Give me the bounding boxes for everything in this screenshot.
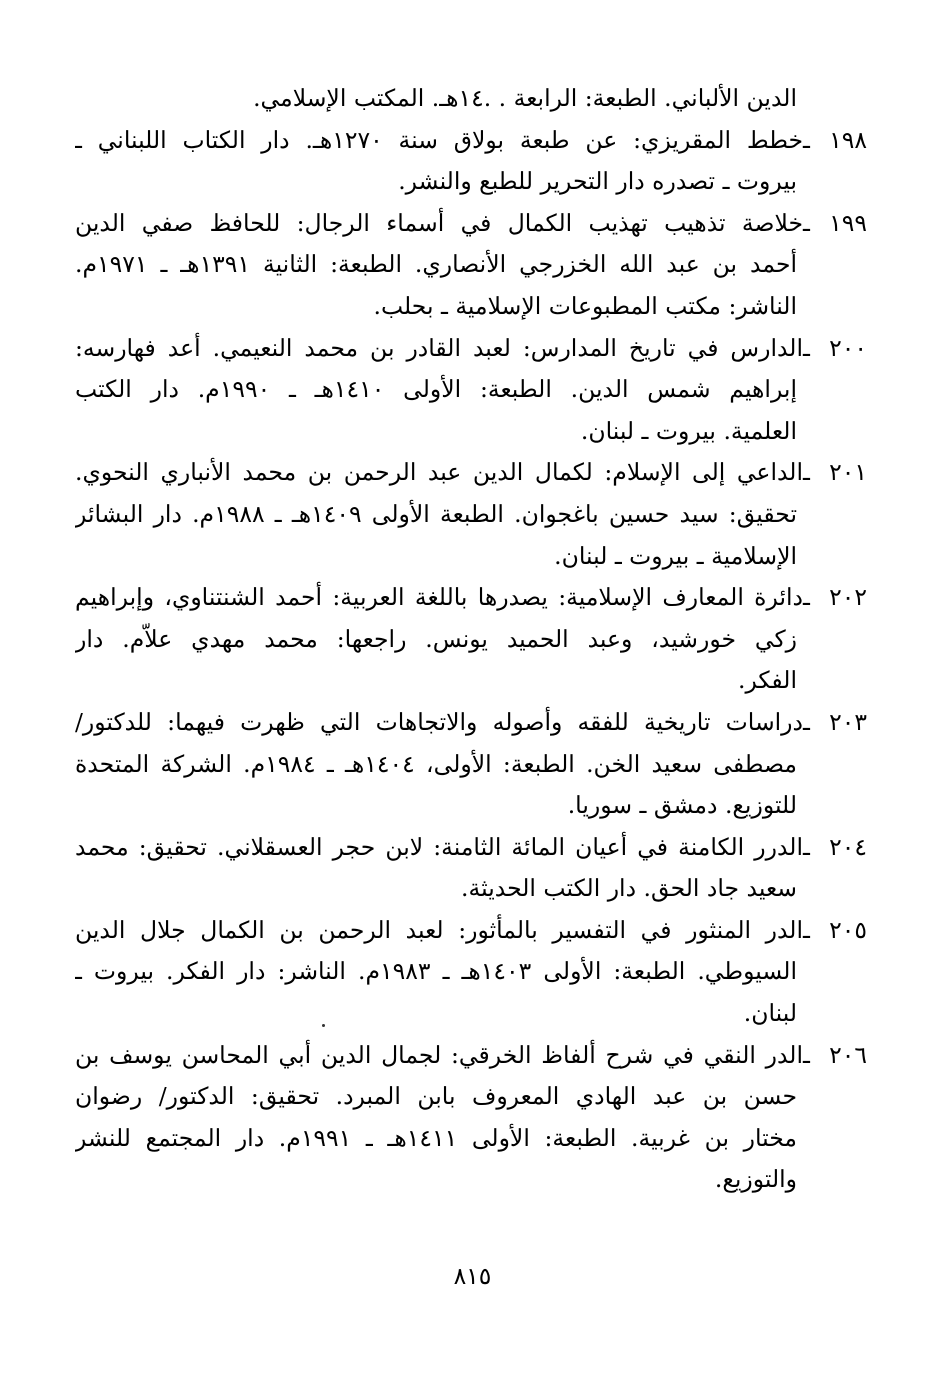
entry-line: تحقيق: سيد حسين باغجوان. الطبعة الأولى ١٤٠٩هـ ـ ١٩٨٨م. دار البشائر xyxy=(75,499,797,528)
entry-number: ٢٠٤ ـ xyxy=(803,832,867,861)
bibliography-entry-204 xyxy=(75,827,867,910)
entry-number: ٢٠٥ ـ xyxy=(803,915,867,944)
entry-number: ٢٠١ ـ xyxy=(803,458,867,487)
entry-first-line xyxy=(75,452,867,494)
entry-text: دراسات تاريخية للفقه وأصوله والاتجاهات التي ظهرت فيهما: للدكتور/ xyxy=(75,707,803,736)
bibliography-page xyxy=(75,78,867,1201)
bibliography-entry-205 xyxy=(75,910,867,1035)
entry-line: الناشر: مكتب المطبوعات الإسلامية ـ بحلب. xyxy=(373,291,797,320)
entry-line: لبنان. xyxy=(743,999,797,1028)
entry-text: خطط المقريزي: عن طبعة بولاق سنة ١٢٧٠هـ. دار الكتاب اللبناني ـ xyxy=(75,125,803,154)
bibliography-entry-201 xyxy=(75,452,867,577)
entry-text: الدرر الكامنة في أعيان المائة الثامنة: لابن حجر العسقلاني. تحقيق: محمد xyxy=(75,832,803,861)
bibliography-entry-206 xyxy=(75,1035,867,1201)
continuation-line: الدين الألباني. الطبعة: الرابعة . .١٤هـ. المكتب الإسلامي. xyxy=(253,84,797,112)
entry-line: السيوطي. الطبعة: الأولى ١٤٠٣هـ ـ ١٩٨٣م. الناشر: دار الفكر. بيروت ـ xyxy=(75,957,797,986)
entry-line: للتوزيع. دمشق ـ سوريا. xyxy=(567,791,797,820)
entry-number: ٢٠٣ ـ xyxy=(803,707,867,736)
entry-number: ٢٠٦ ـ xyxy=(803,1040,867,1069)
entry-line: الإسلامية ـ بيروت ـ لبنان. xyxy=(554,541,797,570)
entry-number: ٢٠٠ ـ xyxy=(803,333,867,362)
entry-number: ٢٠٢ ـ xyxy=(803,583,867,612)
entry-text: الدر المنثور في التفسير بالمأثور: لعبد الرحمن بن الكمال جلال الدين xyxy=(75,915,803,944)
entry-line: مختار بن غربية. الطبعة: الأولى ١٤١١هـ ـ ١٩٩١م. دار المجتمع للنشر xyxy=(75,1123,797,1152)
entry-line: أحمد بن عبد الله الخزرجي الأنصاري. الطبعة: الثانية ١٣٩١هـ ـ ١٩٧١م. xyxy=(75,250,798,279)
bibliography-entry-198 xyxy=(75,120,867,203)
bibliography-entry-200 xyxy=(75,328,867,453)
entry-text: الدر النقي في شرح ألفاظ الخرقي: لجمال الدين أبي المحاسن يوسف بن xyxy=(75,1040,803,1069)
entry-line: حسن بن عبد الهادي المعروف بابن المبرد. تحقيق: الدكتور/ رضوان xyxy=(75,1082,797,1111)
page-number: ٨١٥ xyxy=(453,1262,492,1290)
entry-line: والتوزيع. xyxy=(714,1165,797,1194)
ink-speck xyxy=(322,1024,325,1027)
entry-text: الدارس في تاريخ المدارس: لعبد القادر بن محمد النعيمي. أعد فهارسه: xyxy=(75,333,803,362)
entry-number: ١٩٨ ـ xyxy=(803,125,867,154)
entry-line: مصطفى سعيد الخن. الطبعة: الأولى، ١٤٠٤هـ ـ ١٩٨٤م. الشركة المتحدة xyxy=(75,749,797,778)
entry-text: دائرة المعارف الإسلامية: يصدرها باللغة العربية: أحمد الشنتناوي، وإبراهيم xyxy=(75,583,803,612)
entry-first-line xyxy=(75,702,867,744)
entry-line: العلمية. بيروت ـ لبنان. xyxy=(580,416,797,445)
entry-first-line xyxy=(75,1035,867,1077)
entry-first-line xyxy=(75,203,867,245)
entry-line: بيروت ـ تصدره دار التحرير للطبع والنشر. xyxy=(398,167,797,196)
entry-number: ١٩٩ ـ xyxy=(803,208,867,237)
entry-text: خلاصة تذهيب تهذيب الكمال في أسماء الرجال: للحافظ صفي الدين xyxy=(75,208,803,237)
entry-first-line xyxy=(75,577,867,619)
entry-first-line xyxy=(75,120,867,162)
entry-text: الداعي إلى الإسلام: لكمال الدين عبد الرحمن بن محمد الأنباري النحوي. xyxy=(75,458,803,487)
entry-line: إبراهيم شمس الدين. الطبعة: الأولى ١٤١٠هـ ـ ١٩٩٠م. دار الكتب xyxy=(75,375,797,404)
bibliography-entry-199 xyxy=(75,203,867,328)
bibliography-entry-202 xyxy=(75,577,867,702)
entry-line: زكي خورشيد، وعبد الحميد يونس. راجعها: محمد مهدي علاّم. دار xyxy=(75,624,797,653)
entry-first-line xyxy=(75,910,867,952)
entry-line: الفكر. xyxy=(738,666,797,695)
entry-first-line xyxy=(75,328,867,370)
bibliography-entry-203 xyxy=(75,702,867,827)
entry-line: سعيد جاد الحق. دار الكتب الحديثة. xyxy=(461,874,797,903)
entry-first-line xyxy=(75,827,867,869)
